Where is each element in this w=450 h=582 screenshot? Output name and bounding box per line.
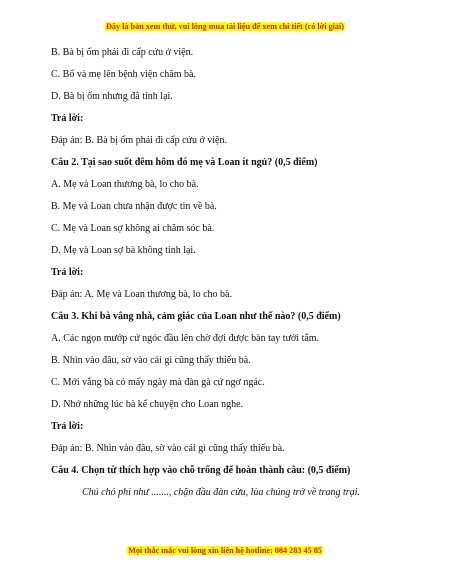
q2-option-c: C. Mẹ và Loan sợ không ai chăm sóc bà. [51, 223, 215, 234]
q3-option-a: A. Các ngọn mướp cứ ngóc đầu lên chờ đợi được bàn tay tưới tắm. [51, 333, 320, 344]
document-body [51, 46, 411, 499]
q3-answer-label: Trả lời: [51, 421, 84, 432]
q3-option-c: C. Mới vắng bà có mấy ngày mà đàn gà cứ ngơ ngác. [51, 377, 265, 388]
q2-option-b: B. Mẹ và Loan chưa nhận được tin về bà. [51, 201, 217, 212]
q2-answer-label: Trả lời: [51, 267, 84, 278]
q3-answer: Đáp án: B. Nhìn vào đâu, sờ vào cái gì cũng thấy thiếu bà. [51, 443, 285, 454]
q2-answer: Đáp án: A. Mẹ và Loan thương bà, lo cho bà. [51, 289, 232, 300]
q2-question: Câu 2. Tại sao suốt đêm hôm đó mẹ và Loan ít ngủ? (0,5 điểm) [51, 157, 318, 168]
q3-option-b: B. Nhìn vào đâu, sờ vào cái gì cũng thấy thiếu bà. [51, 355, 251, 366]
preview-notice-banner [0, 22, 450, 31]
q1-answer: Đáp án: B. Bà bị ốm phải đi cấp cứu ở viện. [51, 135, 227, 146]
hotline-banner [0, 546, 450, 555]
q1-answer-label: Trả lời: [51, 113, 84, 124]
q1-option-c: C. Bố và mẹ lên bệnh viện chăm bà. [51, 69, 196, 80]
q2-option-a: A. Mẹ và Loan thương bà, lo cho bà. [51, 179, 199, 190]
q2-option-d: D. Mẹ và Loan sợ bà không tỉnh lại. [51, 245, 196, 256]
q1-option-d: D. Bà bị ốm nhưng đã tỉnh lại. [51, 91, 173, 102]
q4-question: Câu 4. Chọn từ thích hợp vào chỗ trống để hoàn thành câu: (0,5 điểm) [51, 465, 351, 476]
q4-sentence: Chú chó phi như ......., chặn đầu đàn cừu, lùa chúng trở về trang trại. [82, 487, 360, 498]
q1-option-b: B. Bà bị ốm phải đi cấp cứu ở viện. [51, 47, 194, 58]
preview-notice-text: Đây là bản xem thử, vui lòng mua tài liệu để xem chi tiết (có lời giải) [105, 22, 344, 31]
hotline-text: Mọi thắc mắc vui lòng xin liên hệ hotline: 084 283 45 85 [128, 546, 322, 555]
q3-question: Câu 3. Khi bà vắng nhà, cảm giác của Loan như thế nào? (0,5 điểm) [51, 311, 341, 322]
q3-option-d: D. Nhớ những lúc bà kể chuyện cho Loan nghe. [51, 399, 244, 410]
